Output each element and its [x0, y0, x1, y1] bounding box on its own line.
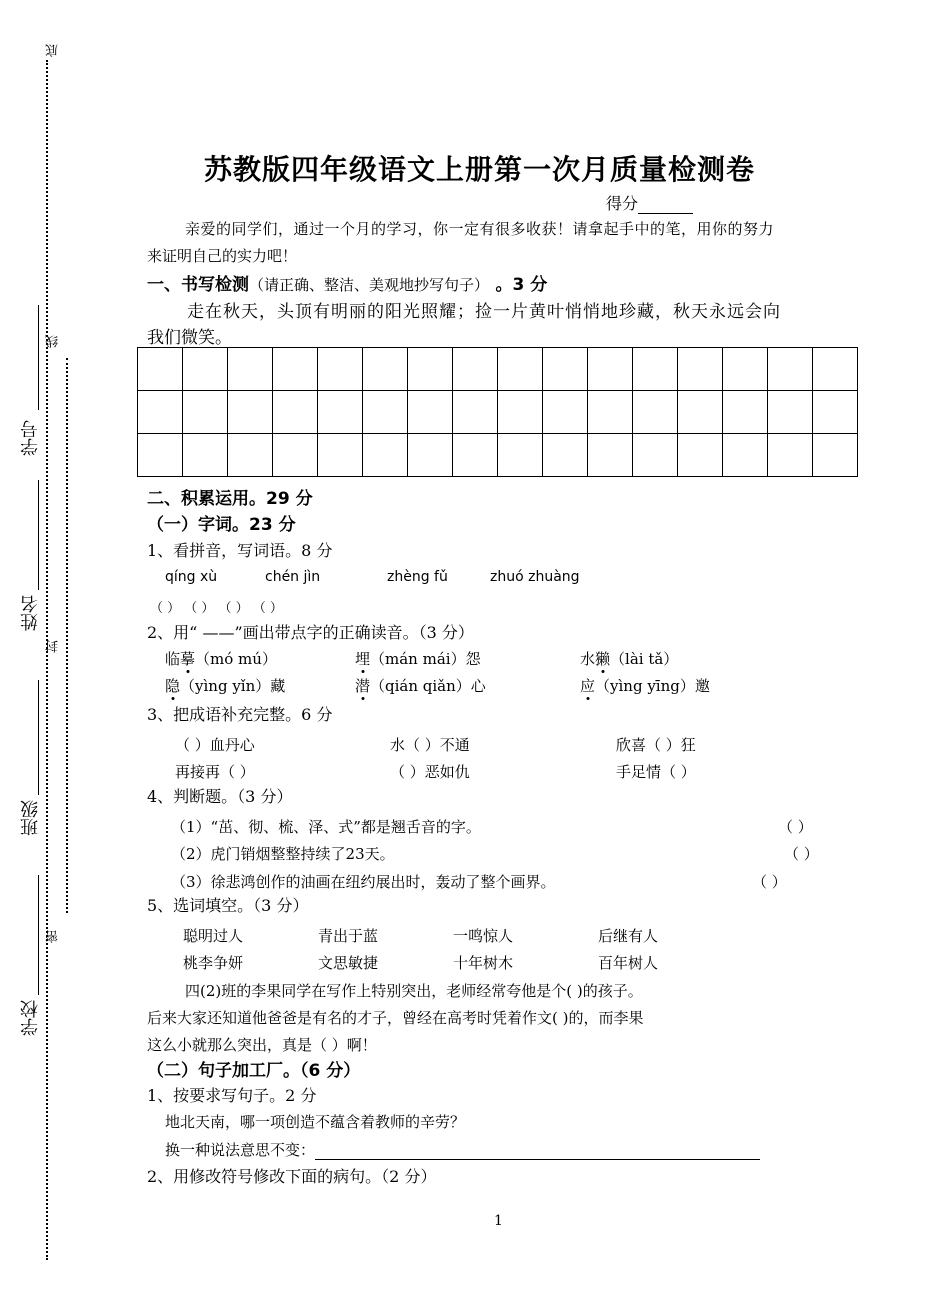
score-blank[interactable]	[638, 194, 693, 214]
binding-char-feng: 封	[46, 640, 61, 653]
binding-dotted-line-inner	[66, 358, 68, 913]
grid-cell[interactable]	[498, 391, 543, 434]
grid-cell[interactable]	[138, 391, 183, 434]
grid-cell[interactable]	[543, 391, 588, 434]
q5-word-8: 百年树人	[598, 954, 659, 972]
subsection2-heading: （二）句子加工厂。（6 分）	[147, 1061, 361, 1081]
grid-cell[interactable]	[723, 348, 768, 391]
grid-cell[interactable]	[678, 391, 723, 434]
grid-cell[interactable]	[183, 391, 228, 434]
q2-item-6[interactable]	[580, 675, 710, 696]
grid-row	[138, 348, 858, 391]
grid-cell[interactable]	[408, 348, 453, 391]
grid-cell[interactable]	[543, 348, 588, 391]
binding-char-mi: 密	[46, 930, 61, 943]
q2-item-6-dotted-char: 应	[580, 677, 596, 695]
grid-cell[interactable]	[273, 391, 318, 434]
grid-cell[interactable]	[318, 348, 363, 391]
section1-heading: 一、书写检测	[147, 275, 249, 295]
grid-row	[138, 434, 858, 477]
q2-item-3-options: （lài tǎ）	[610, 650, 679, 668]
s1-question: 地北天南，哪一项创造不蕴含着教师的辛劳？	[165, 1113, 466, 1131]
score-field	[606, 191, 693, 214]
q2-item-4-options: （yìng yǐn）藏	[180, 677, 286, 695]
q2-item-1-dotted-char: 摹	[180, 650, 196, 668]
grid-cell[interactable]	[813, 391, 858, 434]
page-title: 苏教版四年级语文上册第一次月质量检测卷	[204, 153, 756, 186]
q2-item-2-dotted-char: 埋	[355, 650, 371, 668]
label-xuexiao: 学校	[20, 1000, 41, 1036]
copy-writing-grid	[137, 347, 858, 477]
q5-paragraph-line-1[interactable]: 四(2)班的李果同学在写作上特别突出，老师经常夸他是个( )的孩子。	[185, 982, 643, 1000]
subsection1-heading: （一）字词。23 分	[147, 515, 296, 535]
section1-header	[147, 270, 547, 295]
q2-item-2-options: （mán mái）怨	[370, 650, 481, 668]
q5-word-3: 一鸣惊人	[453, 927, 514, 945]
q4-item-2-answer[interactable]: （ ）	[784, 845, 819, 863]
section2-heading: 二、积累运用。29 分	[147, 489, 313, 509]
q1-title: 1、看拼音，写词语。8 分	[147, 541, 333, 560]
q3-idiom-2[interactable]: 水（ ）不通	[390, 736, 470, 754]
q3-idiom-5[interactable]: （ ）恶如仇	[390, 763, 470, 781]
intro-line-2: 来证明自己的实力吧！	[147, 247, 298, 265]
q3-idiom-6[interactable]: 手足情（ ）	[616, 763, 696, 781]
section1-sentence-1: 走在秋天，头顶有明丽的阳光照耀；捡一片黄叶悄悄地珍藏，秋天永远会向	[187, 302, 781, 322]
q4-item-1: （1）“茁、彻、梳、泽、式”都是翘舌音的字。	[171, 818, 481, 836]
grid-cell[interactable]	[678, 434, 723, 477]
section1-note: （请正确、整洁、美观地抄写句子）	[249, 276, 482, 294]
grid-cell[interactable]	[588, 391, 633, 434]
pinyin-2: chén jìn	[265, 569, 321, 585]
q1-answer-parens[interactable]: （ ） （ ） （ ） （ ）	[150, 601, 283, 616]
grid-cell[interactable]	[183, 434, 228, 477]
grid-cell[interactable]	[453, 434, 498, 477]
page-number: 1	[494, 1213, 503, 1229]
grid-cell[interactable]	[543, 434, 588, 477]
q2-item-3-dotted-char: 獭	[595, 650, 611, 668]
grid-cell[interactable]	[768, 434, 813, 477]
q2-item-1-pre: 临	[165, 650, 181, 668]
grid-cell[interactable]	[318, 391, 363, 434]
grid-cell[interactable]	[273, 434, 318, 477]
q5-title: 5、选词填空。（3 分）	[147, 896, 309, 915]
line-xuehao	[38, 305, 39, 410]
grid-cell[interactable]	[228, 348, 273, 391]
q2-item-1-options: （mó mú）	[195, 650, 277, 668]
s1-rewrite-prompt: 换一种说法意思不变：	[165, 1141, 316, 1159]
section1-sentence-2: 我们微笑。	[147, 328, 232, 348]
label-xuehao: 学号	[20, 420, 41, 456]
grid-cell[interactable]	[138, 348, 183, 391]
q2-title: 2、用“ ——”画出带点字的正确读音。（3 分）	[147, 623, 474, 642]
grid-cell[interactable]	[183, 348, 228, 391]
q5-word-4: 后继有人	[598, 927, 659, 945]
q2-item-1[interactable]	[165, 648, 277, 669]
pinyin-3: zhèng fǔ	[387, 569, 448, 585]
q2-item-3[interactable]	[580, 648, 678, 669]
q2-item-5-dotted-char: 潜	[355, 677, 371, 695]
grid-cell[interactable]	[813, 434, 858, 477]
q3-idiom-1[interactable]: （ ）血丹心	[175, 736, 255, 754]
q4-item-1-answer[interactable]: （ ）	[778, 818, 813, 836]
q2-item-4-dotted-char: 隐	[165, 677, 181, 695]
intro-line-1: 亲爱的同学们，通过一个月的学习，你一定有很多收获！请拿起手中的笔，用你的努力	[185, 220, 775, 238]
grid-cell[interactable]	[228, 391, 273, 434]
q2-item-3-pre: 水	[580, 650, 596, 668]
grid-cell[interactable]	[723, 434, 768, 477]
score-label: 得分	[606, 194, 639, 213]
q2-item-4[interactable]	[165, 675, 285, 696]
pinyin-4: zhuó zhuàng	[490, 569, 580, 585]
grid-cell[interactable]	[498, 348, 543, 391]
grid-cell[interactable]	[363, 348, 408, 391]
grid-cell[interactable]	[678, 348, 723, 391]
grid-cell[interactable]	[588, 434, 633, 477]
grid-cell[interactable]	[633, 391, 678, 434]
label-banji: 班级	[20, 800, 41, 836]
q5-word-6: 文思敏捷	[318, 954, 379, 972]
grid-cell[interactable]	[498, 434, 543, 477]
grid-cell[interactable]	[453, 348, 498, 391]
q4-item-2: （2）虎门销烟整整持续了23天。	[171, 845, 395, 863]
s1-answer-line[interactable]	[315, 1141, 760, 1160]
q3-idiom-4[interactable]: 再接再（ ）	[175, 763, 255, 781]
grid-cell[interactable]	[723, 391, 768, 434]
s1-rewrite-field[interactable]	[165, 1139, 760, 1160]
grid-cell[interactable]	[588, 348, 633, 391]
s2-title: 2、用修改符号修改下面的病句。（2 分）	[147, 1167, 437, 1186]
q4-title: 4、判断题。（3 分）	[147, 787, 293, 806]
q2-item-6-options: （yìng yīng）邀	[595, 677, 710, 695]
grid-cell[interactable]	[813, 348, 858, 391]
grid-cell[interactable]	[768, 348, 813, 391]
q3-title: 3、把成语补充完整。6 分	[147, 705, 333, 724]
q5-word-7: 十年树木	[453, 954, 514, 972]
line-xuexiao	[38, 875, 39, 995]
q2-item-5[interactable]	[355, 675, 486, 696]
binding-char-xian: 线	[46, 335, 61, 348]
line-banji	[38, 680, 39, 795]
q2-item-5-options: （qián qiǎn）心	[370, 677, 486, 695]
pinyin-1: qíng xù	[165, 569, 218, 585]
grid-cell[interactable]	[408, 434, 453, 477]
q5-word-1: 聪明过人	[183, 927, 244, 945]
q4-item-3: （3）徐悲鸿创作的油画在纽约展出时，轰动了整个画界。	[171, 873, 556, 891]
grid-row	[138, 391, 858, 434]
binding-char-di: 底	[46, 44, 61, 57]
q2-item-2[interactable]	[355, 648, 481, 669]
grid-cell[interactable]	[228, 434, 273, 477]
q5-paragraph-line-2[interactable]: 后来大家还知道他爸爸是有名的才子，曾经在高考时凭着作文( )的，而李果	[147, 1009, 644, 1027]
q5-paragraph-line-3[interactable]: 这么小就那么突出，真是（ ）啊！	[147, 1036, 377, 1054]
label-xingming: 姓名	[20, 595, 41, 631]
grid-cell[interactable]	[363, 391, 408, 434]
grid-cell[interactable]	[633, 348, 678, 391]
grid-cell[interactable]	[318, 434, 363, 477]
q3-idiom-3[interactable]: 欣喜（ ）狂	[616, 736, 696, 754]
line-xingming	[38, 480, 39, 590]
grid-cell[interactable]	[273, 348, 318, 391]
grid-cell[interactable]	[363, 434, 408, 477]
grid-cell[interactable]	[408, 391, 453, 434]
q5-word-2: 青出于蓝	[318, 927, 379, 945]
q4-item-3-answer[interactable]: （ ）	[752, 873, 787, 891]
grid-cell[interactable]	[768, 391, 813, 434]
s1-title: 1、按要求写句子。2 分	[147, 1086, 317, 1105]
q5-word-5: 桃李争妍	[183, 954, 244, 972]
grid-cell[interactable]	[453, 391, 498, 434]
grid-cell[interactable]	[138, 434, 183, 477]
section1-points: 。3 分	[495, 275, 548, 295]
grid-cell[interactable]	[633, 434, 678, 477]
binding-dotted-line-outer	[46, 60, 48, 1260]
